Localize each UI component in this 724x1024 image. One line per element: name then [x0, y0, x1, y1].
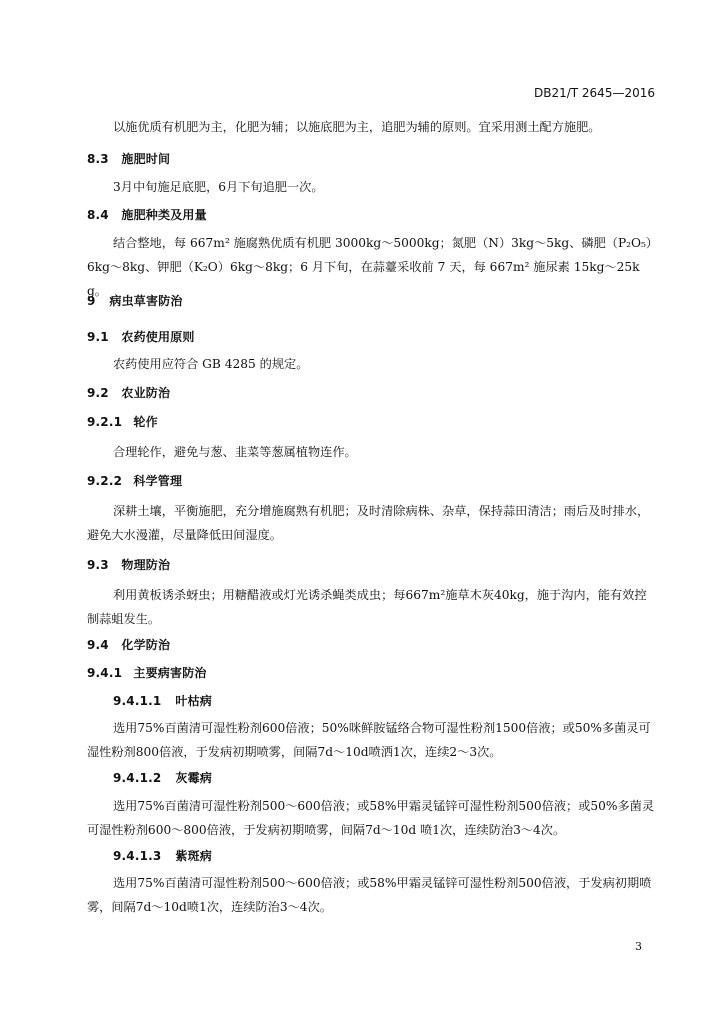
section-title: 灰霉病: [175, 771, 212, 785]
section-number: 9: [87, 294, 96, 308]
document-code: DB21/T 2645—2016: [533, 86, 655, 100]
section-number: 9.4.1: [87, 666, 123, 680]
section-heading-8-4: [87, 206, 207, 223]
section-title: 化学防治: [121, 638, 171, 652]
section-number: 9.2.2: [87, 474, 123, 488]
section-heading-9-4-1-2: [113, 769, 212, 786]
section-heading-8-3: [87, 150, 170, 167]
page-number: 3: [635, 940, 642, 953]
section-title: 紫斑病: [175, 849, 212, 863]
paragraph-8-4: 结合整地，每 667m² 施腐熟优质有机肥 3000kg～5000kg；氮肥（N）3kg～5kg、磷肥（P₂O₅）6kg～8kg、钾肥（K₂O）6kg～8kg；6 月下旬，在蒜薹采收前 7 天，每 667m² 施尿素 15kg～25kg。: [87, 236, 653, 298]
section-title: 农药使用原则: [121, 330, 195, 344]
paragraph-9-1: 农药使用应符合 GB 4285 的规定。: [113, 357, 309, 371]
section-heading-9-4-1-3: [113, 847, 212, 864]
section-title: 科学管理: [133, 474, 183, 488]
section-number: 9.4.1.2: [113, 771, 162, 785]
section-heading-9-2: [87, 384, 170, 401]
section-title: 物理防治: [121, 558, 171, 572]
section-heading-9-1: [87, 328, 195, 345]
section-title: 叶枯病: [175, 694, 212, 708]
section-title: 农业防治: [121, 386, 171, 400]
section-number: 9.1: [87, 330, 109, 344]
paragraph-9-2-2: 深耕土壤，平衡施肥，充分增施腐熟有机肥；及时清除病株、杂草，保持蒜田清洁；雨后及时排水，避免大水漫灌，尽量降低田间湿度。: [87, 504, 650, 542]
section-number: 9.4: [87, 638, 109, 652]
section-heading-9-3: [87, 556, 170, 573]
section-heading-9-2-2: [87, 472, 182, 489]
section-title: 施肥时间: [121, 152, 171, 166]
section-number: 9.2.1: [87, 415, 123, 429]
paragraph-9-4-1-3: 选用75%百菌清可湿性粉剂500～600倍液；或58%甲霜灵锰锌可湿性粉剂500倍液，于发病初期喷雾，间隔7d～10d喷1次，连续防治3～4次。: [87, 876, 652, 914]
section-number: 9.3: [87, 558, 109, 572]
section-title: 施肥种类及用量: [121, 208, 207, 222]
section-number: 8.4: [87, 208, 109, 222]
section-number: 9.4.1.3: [113, 849, 162, 863]
paragraph-9-2-1: 合理轮作，避免与葱、韭菜等葱属植物连作。: [113, 445, 357, 459]
section-heading-9-2-1: [87, 413, 158, 430]
section-number: 9.4.1.1: [113, 694, 162, 708]
paragraph-intro: 以施优质有机肥为主，化肥为辅；以施底肥为主，追肥为辅的原则。宜采用测土配方施肥。: [113, 120, 601, 134]
section-heading-9-4-1: [87, 664, 207, 681]
section-heading-9-4-1-1: [113, 692, 212, 709]
section-title: 轮作: [133, 415, 158, 429]
section-heading-9: [87, 292, 183, 309]
section-number: 8.3: [87, 152, 109, 166]
section-heading-9-4: [87, 636, 170, 653]
section-title: 病虫草害防治: [109, 294, 183, 308]
paragraph-9-4-1-2: 选用75%百菌清可湿性粉剂500～600倍液；或58%甲霜灵锰锌可湿性粉剂500倍液；或50%多菌灵可湿性粉剂600～800倍液，于发病初期喷雾，间隔7d～10d 喷1次，连续防治3～4次。: [87, 799, 655, 837]
section-title: 主要病害防治: [133, 666, 207, 680]
paragraph-9-3: 利用黄板诱杀蚜虫；用糖醋液或灯光诱杀蝇类成虫；每667m²施草木灰40kg，施于沟内，能有效控制蒜蛆发生。: [87, 588, 647, 626]
section-number: 9.2: [87, 386, 109, 400]
paragraph-9-4-1-1: 选用75%百菌清可湿性粉剂600倍液；50%咪鲜胺锰络合物可湿性粉剂1500倍液；或50%多菌灵可湿性粉剂800倍液，于发病初期喷雾，间隔7d～10d喷洒1次，连续2～3次。: [87, 721, 651, 759]
paragraph-8-3: 3月中旬施足底肥，6月下旬追肥一次。: [113, 180, 324, 194]
